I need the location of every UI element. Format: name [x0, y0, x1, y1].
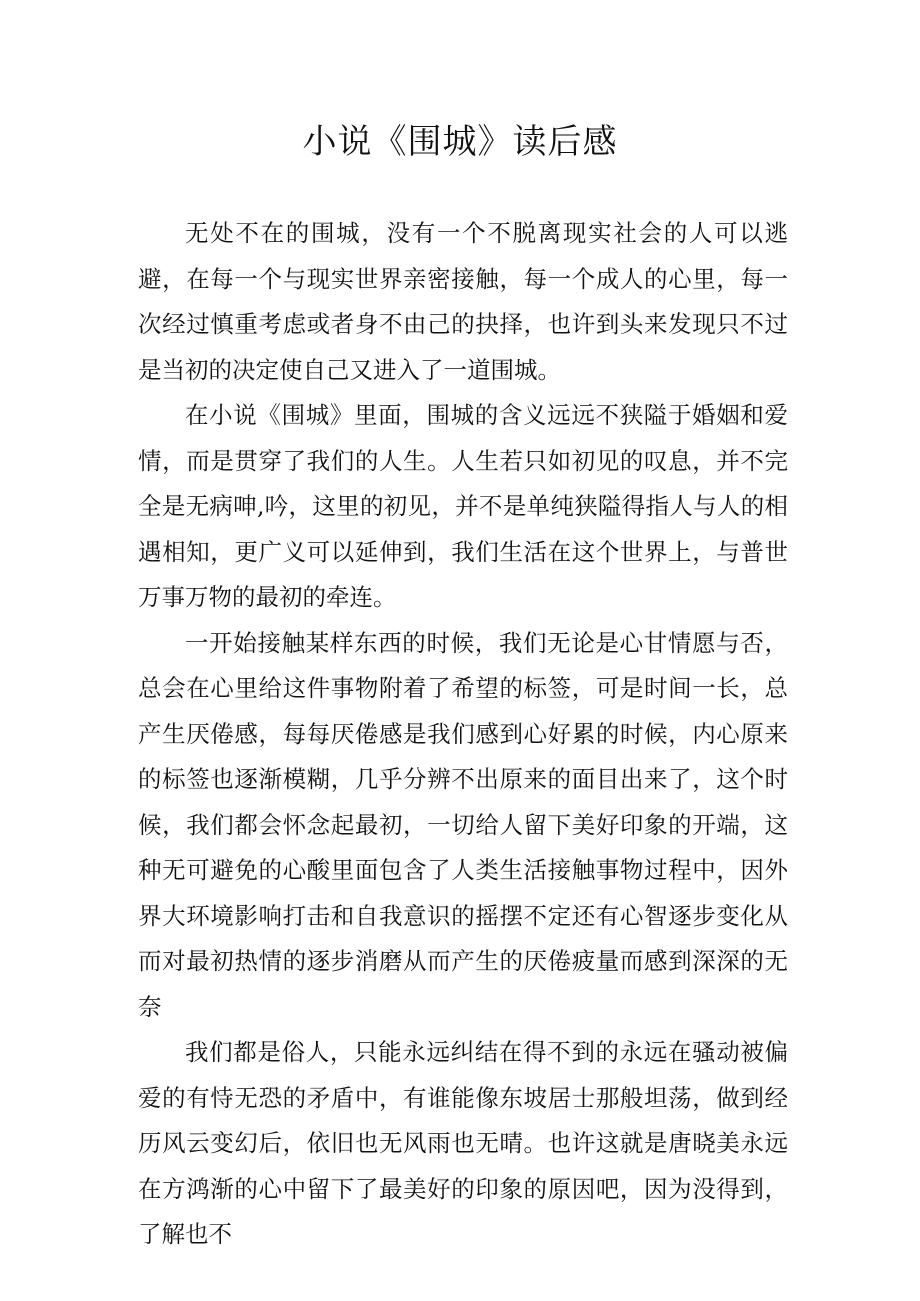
paragraph: 在小说《围城》里面，围城的含义远远不狭隘于婚姻和爱情，而是贯穿了我们的人生。人生若只如初见的叹息，并不完全是无病呻,吟，这里的初见，并不是单纯狭隘得指人与人的相遇相知，更广义可以延伸到，我们生活在这个世界上，与普世万事万物的最初的牵连。: [138, 401, 788, 611]
paragraph: 我们都是俗人，只能永远纠结在得不到的永远在骚动被偏爱的有恃无恐的矛盾中，有谁能像东坡居士那般坦荡，做到经历风云变幻后，依旧也无风雨也无晴。也许这就是唐晓美永远在方鸿渐的心中留下了最美好的印象的原因吧，因为没得到，了解也不: [138, 1038, 788, 1248]
paragraph: 无处不在的围城，没有一个不脱离现实社会的人可以逃避，在每一个与现实世界亲密接触，每一个成人的心里，每一次经过慎重考虑或者身不由己的抉择，也许到头来发现只不过是当初的决定使自己又进入了一道围城。: [138, 219, 788, 384]
document-title: 小说《围城》读后感: [302, 122, 618, 162]
paragraph: 一开始接触某样东西的时候，我们无论是心甘情愿与否，总会在心里给这件事物附着了希望的标签，可是时间一长，总产生厌倦感，每每厌倦感是我们感到心好累的时候，内心原来的标签也逐渐模糊，几乎分辨不出原来的面目出来了，这个时候，我们都会怀念起最初，一切给人留下美好印象的开端，这种无可避免的心酸里面包含了人类生活接触事物过程中，因外界大环境影响打击和自我意识的摇摆不定还有心智逐步变化从而对最初热情的逐步消磨从而产生的厌倦疲量而感到深深的无奈: [138, 628, 788, 1021]
document-body: [138, 211, 788, 1258]
